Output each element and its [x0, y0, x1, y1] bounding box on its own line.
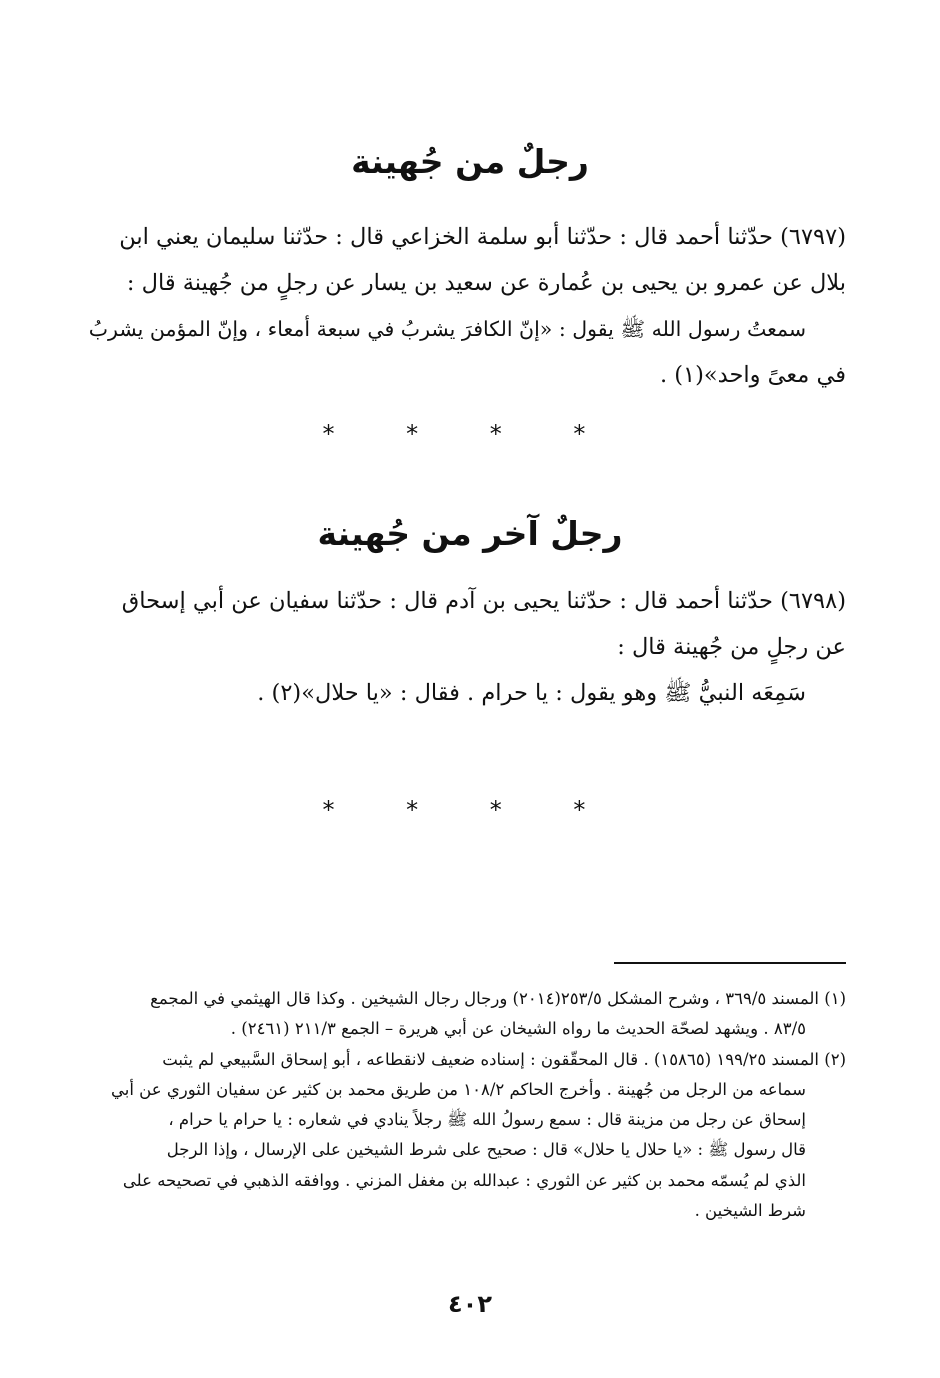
- footnote-1: [80, 984, 846, 1045]
- hadith-line: سَمِعَه النبيُّ ﷺ وهو يقول : يا حرام . فقال : «يا حلال»(٢) .: [257, 680, 806, 706]
- footnotes: [80, 984, 846, 1226]
- hadith-line: عن رجلٍ من جُهينة قال :: [617, 634, 846, 660]
- footnote-line: ٨٣/٥ . ويشهد لصحّة الحديث ما رواه الشيخان عن أبي هريرة – الجمع ٢١١/٣ (٢٤٦١) .: [230, 1019, 806, 1039]
- hadith-6798: [80, 578, 846, 716]
- footnote-line: إسحاق عن رجل من مزينة قال : سمع رسولُ الله ﷺ رجلاً ينادي في شعاره : يا حرام يا حرام ،: [168, 1110, 806, 1130]
- footnote-line: قال رسول ﷺ : «يا حلال يا حلال» قال : صحيح على شرط الشيخين على الإرسال ، وإذا الرجل: [166, 1140, 806, 1160]
- separator-stars-1: * * * *: [322, 420, 618, 448]
- separator-stars-2: * * * *: [322, 796, 618, 824]
- footnote-line: سماعه من الرجل من جُهينة . وأخرج الحاكم ١٠٨/٢ من طريق محمد بن كثير عن سفيان الثوري عن أبي: [111, 1079, 806, 1099]
- hadith-line: سمعتُ رسول الله ﷺ يقول : «إنّ الكافرَ يشربُ في سبعة أمعاء ، وإنّ المؤمن يشربُ: [88, 317, 806, 341]
- footnote-2: [80, 1045, 846, 1227]
- page-number: ٤٠٢: [448, 1290, 492, 1318]
- hadith-line: (٦٧٩٧) حدّثنا أحمد قال : حدّثنا أبو سلمة الخزاعي قال : حدّثنا سليمان يعني ابن: [119, 224, 846, 250]
- hadith-6797: [80, 214, 846, 398]
- footnote-line: شرط الشيخين .: [694, 1201, 806, 1221]
- footnote-line: (١) المسند ٣٦٩/٥ ، وشرح المشكل ٢٥٣/٥(٢٠١٤) ورجال رجال الشيخين . وكذا قال الهيثمي في المجمع: [150, 989, 846, 1008]
- hadith-line: (٦٧٩٨) حدّثنا أحمد قال : حدّثنا يحيى بن آدم قال : حدّثنا سفيان عن أبي إسحاق: [121, 588, 846, 614]
- footnote-line: (٢) المسند ١٩٩/٢٥ (١٥٨٦٥) . قال المحقّقون : إسناده ضعيف لانقطاعه ، أبو إسحاق السَّبيعي لم يثبت: [162, 1049, 846, 1069]
- hadith-line: بلال عن عمرو بن يحيى بن عُمارة عن سعيد بن يسار عن رجلٍ من جُهينة قال :: [126, 270, 846, 296]
- hadith-line: في معىً واحد»(١) .: [659, 362, 846, 388]
- section-title-2: رجلٌ آخر من جُهينة: [317, 514, 623, 553]
- footnote-divider: [614, 962, 846, 964]
- footnote-line: الذي لم يُسمّه محمد بن كثير عن الثوري : عبدالله بن مغفل المزني . ووافقه الذهبي في تصحيحه على: [122, 1170, 806, 1190]
- section-title-1: رجلٌ من جُهينة: [351, 142, 589, 181]
